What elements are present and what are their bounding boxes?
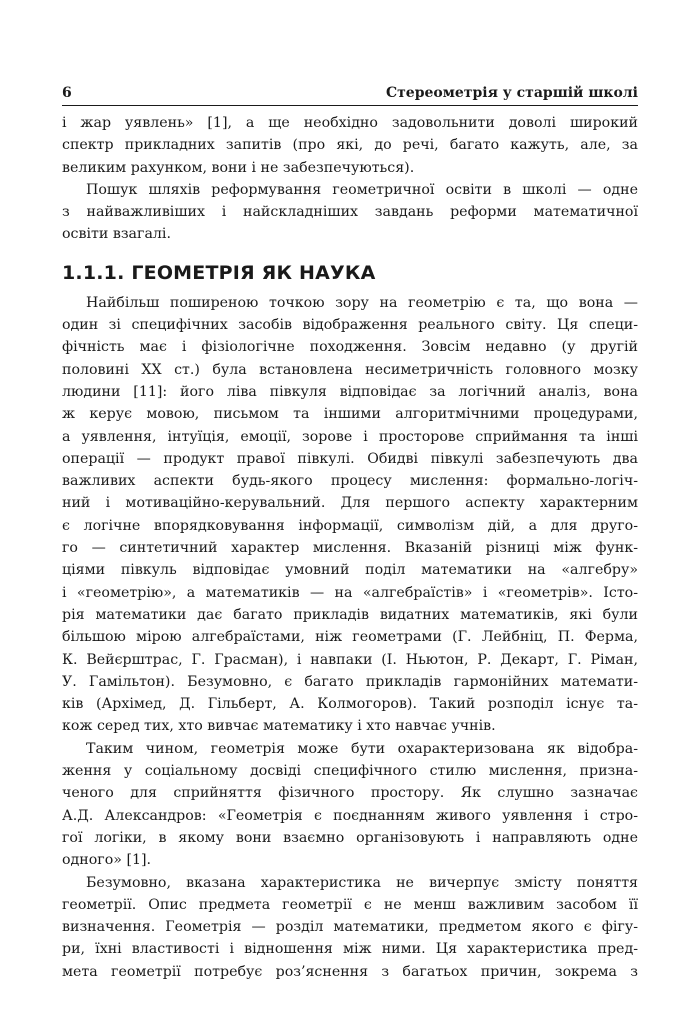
text-line: У. Гамільтон). Безумовно, є багато прикладів гармонійних математи- [62,673,638,690]
text-line: є логічне впорядковування інформації, символізм дій, а для друго- [62,517,638,534]
text-line: Безумовно, вказана характеристика не вичерпує змісту поняття [86,874,638,891]
text-line: ченого для сприйняття фізичного простору. Як слушно зазначає [62,785,638,802]
text-line: половині XX ст.) була встановлена несиметричність головного мозку [62,361,638,378]
text-line: освіти взагалі. [62,226,171,243]
text-line: одного» [1]. [62,852,152,869]
text-line: фічність має і фізіологічне походження. Зовсім недавно (у другій [62,339,638,356]
text-line: операції — продукт правої півкулі. Обидві півкулі забезпечують два [62,450,638,467]
text-line: спектр прикладних запитів (про які, до речі, багато кажуть, але, за [62,137,638,154]
text-line: К. Вейєрштрас, Г. Грасман), і навпаки (І. Ньютон, Р. Декарт, Г. Ріман, [62,651,638,668]
running-header [62,84,638,106]
text-line: важливих аспекти будь-якого процесу мислення: формально-логіч- [62,473,638,490]
text-line: ціями півкуль відповідає умовний поділ математики на «алгебру» [62,562,638,579]
text-line: ри, їхні властивості і відношення між ними. Ця характеристика пред- [62,941,638,958]
text-line: визначення. Геометрія — розділ математики, предметом якого є фігу- [62,919,638,936]
text-line: більшою мірою алгебраїстами, ніж геометрами (Г. Лейбніц, П. Ферма, [62,629,638,646]
text-line: ний і мотиваційно-керувальний. Для першого аспекту характерним [62,495,638,512]
text-line: великим рахунком, вони і не забезпечуються). [62,159,415,176]
text-line: людини [11]: його ліва півкуля відповідає за логічний аналіз, вона [62,383,638,400]
text-line: А.Д. Александров: «Геометрія є поєднанням живого уявлення і стро- [62,807,638,824]
text-line: го — синтетичний характер мислення. Вказаній різниці між функ- [62,540,638,557]
text-line: Пошук шляхів реформування геометричної освіти в школі — одне [86,181,638,198]
paragraph-geometry-view [62,292,638,738]
text-line: з найважливіших і найскладніших завдань реформи математичної [62,204,638,221]
text-line: а уявлення, інтуїція, емоції, зорове і просторове сприймання та інші [62,428,638,445]
text-line: мета геометрії потребує роз’яснення з багатьох причин, зокрема з [62,963,638,980]
page-number: 6 [62,85,72,101]
section-heading: 1.1.1. ГЕОМЕТРІЯ ЯК НАУКА [62,261,376,284]
text-line: геометрії. Опис предмета геометрії є не менш важливим засобом її [62,896,638,913]
paragraph-reform [62,179,638,246]
text-line: ж керує мовою, письмом та іншими алгоритмічними процедурами, [62,406,638,423]
text-line: ження у соціальному досвіді специфічного стилю мислення, призна- [62,763,638,780]
text-line: і жар уявлень» [1], а ще необхідно задовольнити доволі широкий [62,115,638,131]
text-line: гої логіки, в якому вони взаємно організовують і направляють одне [62,829,638,846]
text-line: Найбільш поширеною точкою зору на геометрію є та, що вона — [86,294,638,311]
text-line: один зі специфічних засобів відображення реального світу. Ця специ- [62,317,638,334]
running-title: Стереометрія у старшій школі [385,85,638,101]
paragraph-continuation [62,112,638,179]
paragraph-definition [62,738,638,872]
text-line: ків (Архімед, Д. Гільберт, А. Колмогоров). Такий розподіл існує та- [62,696,638,713]
text-line: кож серед тих, хто вивчає математику і хто навчає учнів. [62,718,496,735]
body-text [62,112,638,983]
book-page [62,84,638,983]
text-line: і «геометрію», а математиків — на «алгебраїстів» і «геометрів». Істо- [62,584,638,601]
text-line: рія математики дає багато прикладів видатних математиків, які були [62,606,638,623]
text-line: Таким чином, геометрія може бути охарактеризована як відобра- [86,740,638,757]
paragraph-subject [62,872,638,983]
